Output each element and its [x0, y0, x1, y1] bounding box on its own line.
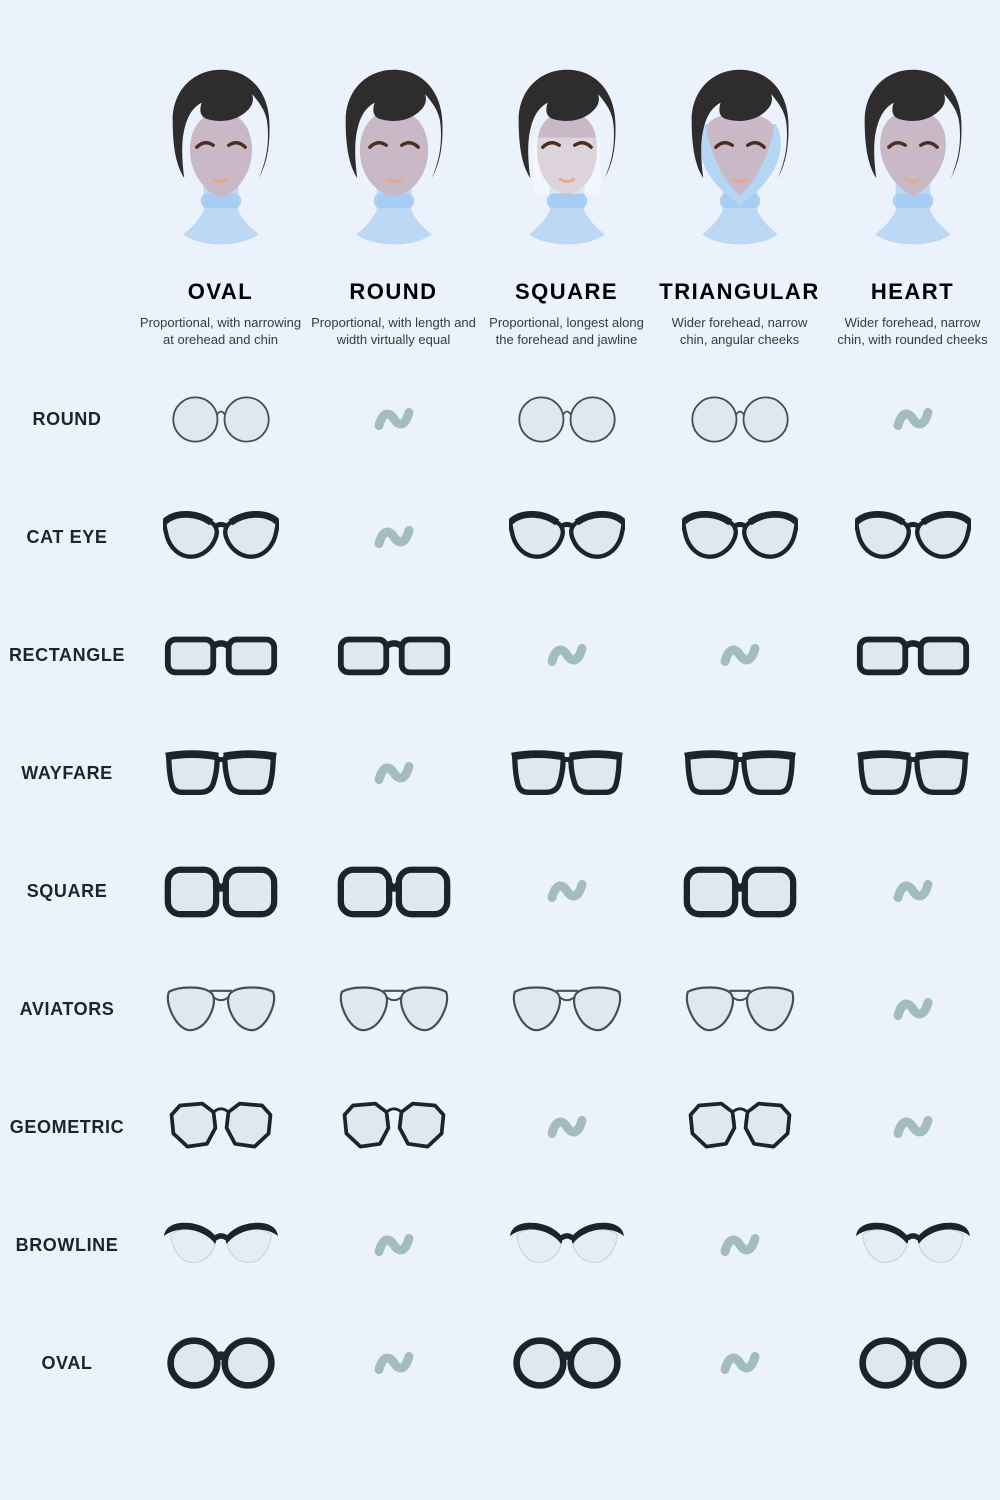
browline-glasses-icon — [480, 1215, 653, 1275]
triangular-face-icon — [653, 64, 826, 269]
heart-face-icon — [826, 64, 999, 269]
geometric-glasses-icon — [653, 1098, 826, 1156]
face-shape-name: OVAL — [187, 279, 254, 304]
rectangle-glasses-icon — [826, 625, 999, 685]
tilde-icon — [653, 1230, 826, 1260]
tilde-icon — [307, 1230, 480, 1260]
glasses-row-geometric — [0, 1068, 1000, 1186]
rectangle-glasses-icon — [134, 625, 307, 685]
tilde-icon — [826, 994, 999, 1024]
glasses-row-cateye — [0, 478, 1000, 596]
face-shape-column-oval — [134, 64, 307, 348]
tilde-icon — [307, 404, 480, 434]
glasses-row-wayfare — [0, 714, 1000, 832]
round-glasses-icon — [134, 392, 307, 447]
cateye-glasses-icon — [134, 507, 307, 567]
glasses-style-label: BROWLINE — [15, 1234, 119, 1255]
aviators-glasses-icon — [653, 979, 826, 1040]
tilde-icon — [307, 522, 480, 552]
glasses-style-label: WAYFARE — [21, 762, 113, 783]
tilde-icon — [826, 404, 999, 434]
wayfare-glasses-icon — [653, 743, 826, 803]
glasses-row-aviators — [0, 950, 1000, 1068]
oval-glasses-icon — [480, 1334, 653, 1392]
glasses-row-oval — [0, 1304, 1000, 1422]
face-shape-description: Proportional, longest along the forehead and jawline — [489, 315, 644, 347]
browline-glasses-icon — [134, 1215, 307, 1275]
tilde-icon — [826, 1112, 999, 1142]
face-shape-name: SQUARE — [514, 279, 619, 304]
glasses-style-label: ROUND — [32, 408, 102, 429]
face-shape-description: Proportional, with length and width virtually equal — [311, 315, 476, 347]
cateye-glasses-icon — [653, 507, 826, 567]
glasses-style-label: OVAL — [41, 1352, 93, 1373]
face-shape-description: Proportional, with narrowing at orehead and chin — [139, 315, 302, 347]
face-shape-column-square — [480, 64, 653, 348]
browline-glasses-icon — [826, 1215, 999, 1275]
wayfare-glasses-icon — [134, 743, 307, 803]
face-shape-column-round — [307, 64, 480, 348]
wayfare-glasses-icon — [480, 743, 653, 803]
geometric-glasses-icon — [134, 1098, 307, 1156]
tilde-icon — [480, 640, 653, 670]
glasses-style-label: CAT EYE — [26, 526, 108, 547]
face-shape-name: TRIANGULAR — [659, 279, 820, 304]
wayfare-glasses-icon — [826, 743, 999, 803]
face-shape-name: ROUND — [349, 279, 438, 304]
glasses-row-round — [0, 360, 1000, 478]
tilde-icon — [826, 876, 999, 906]
round-glasses-icon — [653, 392, 826, 447]
glasses-style-label: RECTANGLE — [8, 644, 126, 665]
glasses-row-square — [0, 832, 1000, 950]
square-glasses-icon — [307, 861, 480, 921]
oval-glasses-icon — [134, 1334, 307, 1392]
face-shapes-header — [0, 0, 1000, 348]
cateye-glasses-icon — [826, 507, 999, 567]
compatibility-matrix — [0, 360, 1000, 1422]
face-shape-name: HEART — [870, 279, 955, 304]
round-glasses-icon — [480, 392, 653, 447]
tilde-icon — [307, 1348, 480, 1378]
tilde-icon — [653, 1348, 826, 1378]
aviators-glasses-icon — [480, 979, 653, 1040]
round-face-icon — [307, 64, 480, 269]
face-shape-description: Wider forehead, narrow chin, angular cheeks — [671, 315, 808, 347]
square-face-icon — [480, 64, 653, 269]
glasses-row-browline — [0, 1186, 1000, 1304]
face-shape-column-triangular — [653, 64, 826, 348]
glasses-row-rectangle — [0, 596, 1000, 714]
tilde-icon — [480, 876, 653, 906]
geometric-glasses-icon — [307, 1098, 480, 1156]
tilde-icon — [480, 1112, 653, 1142]
glasses-style-label: GEOMETRIC — [9, 1116, 125, 1137]
aviators-glasses-icon — [307, 979, 480, 1040]
rectangle-glasses-icon — [307, 625, 480, 685]
oval-face-icon — [134, 64, 307, 269]
tilde-icon — [307, 758, 480, 788]
face-shape-column-heart — [826, 64, 999, 348]
tilde-icon — [653, 640, 826, 670]
oval-glasses-icon — [826, 1334, 999, 1392]
aviators-glasses-icon — [134, 979, 307, 1040]
glasses-style-label: SQUARE — [26, 880, 108, 901]
glasses-style-label: AVIATORS — [19, 998, 115, 1019]
square-glasses-icon — [653, 861, 826, 921]
cateye-glasses-icon — [480, 507, 653, 567]
face-shape-description: Wider forehead, narrow chin, with rounded cheeks — [837, 315, 988, 347]
square-glasses-icon — [134, 861, 307, 921]
